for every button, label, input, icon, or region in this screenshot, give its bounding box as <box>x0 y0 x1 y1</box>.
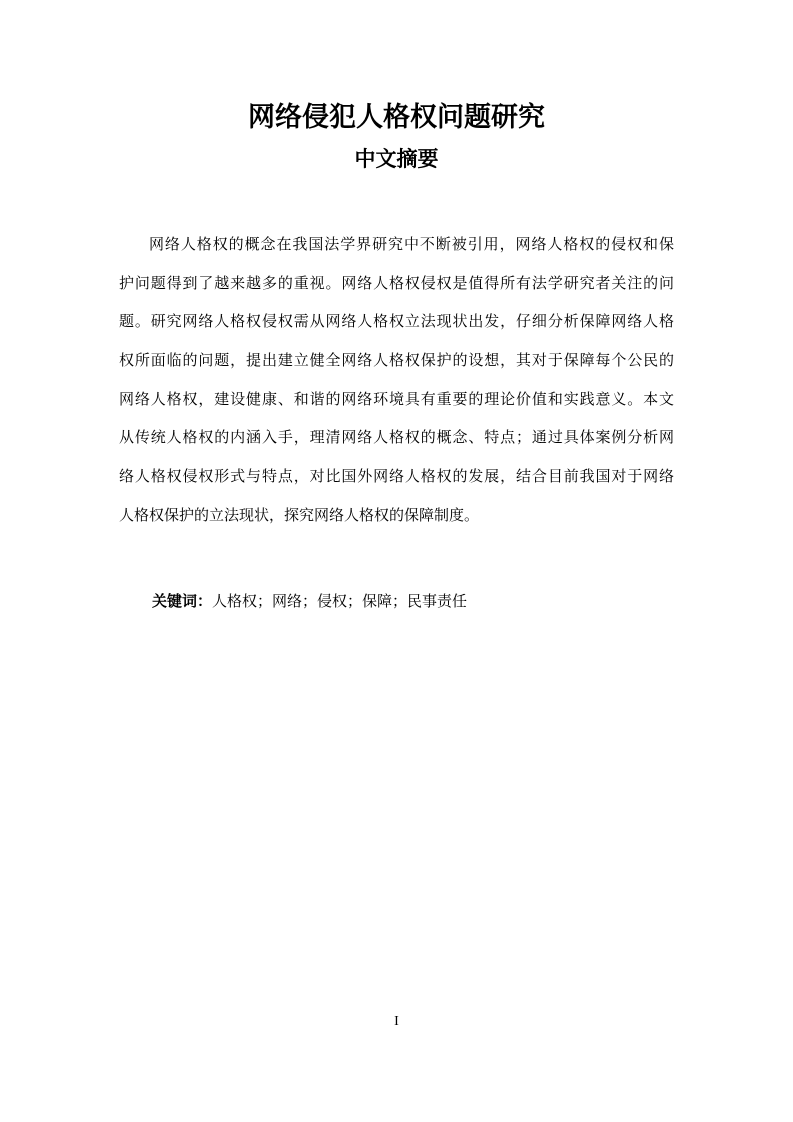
abstract-line: 网络人格权，建设健康、和谐的网络环境具有重要的理论价值和实践意义。本文 <box>119 389 674 408</box>
document-title: 网络侵犯人格权问题研究 <box>248 102 545 133</box>
keywords-value: 人格权；网络；侵权；保障；民事责任 <box>212 592 468 610</box>
abstract-line: 络人格权侵权形式与特点，对比国外网络人格权的发展，结合目前我国对于网络 <box>119 467 674 486</box>
abstract-line: 人格权保护的立法现状，探究网络人格权的保障制度。 <box>119 505 480 524</box>
abstract-line: 护问题得到了越来越多的重视。网络人格权侵权是值得所有法学研究者关注的问 <box>119 273 674 292</box>
keywords-label: 关键词： <box>152 592 213 610</box>
keywords-line <box>152 586 672 617</box>
abstract-line: 题。研究网络人格权侵权需从网络人格权立法现状出发，仔细分析保障网络人格 <box>119 312 674 331</box>
abstract-line: 权所面临的问题，提出建立健全网络人格权保护的设想，其对于保障每个公民的 <box>119 351 674 370</box>
page-number: I <box>394 1014 399 1029</box>
abstract-line: 网络人格权的概念在我国法学界研究中不断被引用，网络人格权的侵权和保 <box>149 235 674 253</box>
abstract-body <box>119 225 674 535</box>
abstract-line: 从传统人格权的内涵入手，理清网络人格权的概念、特点；通过具体案例分析网 <box>119 428 674 447</box>
abstract-heading: 中文摘要 <box>354 147 439 171</box>
